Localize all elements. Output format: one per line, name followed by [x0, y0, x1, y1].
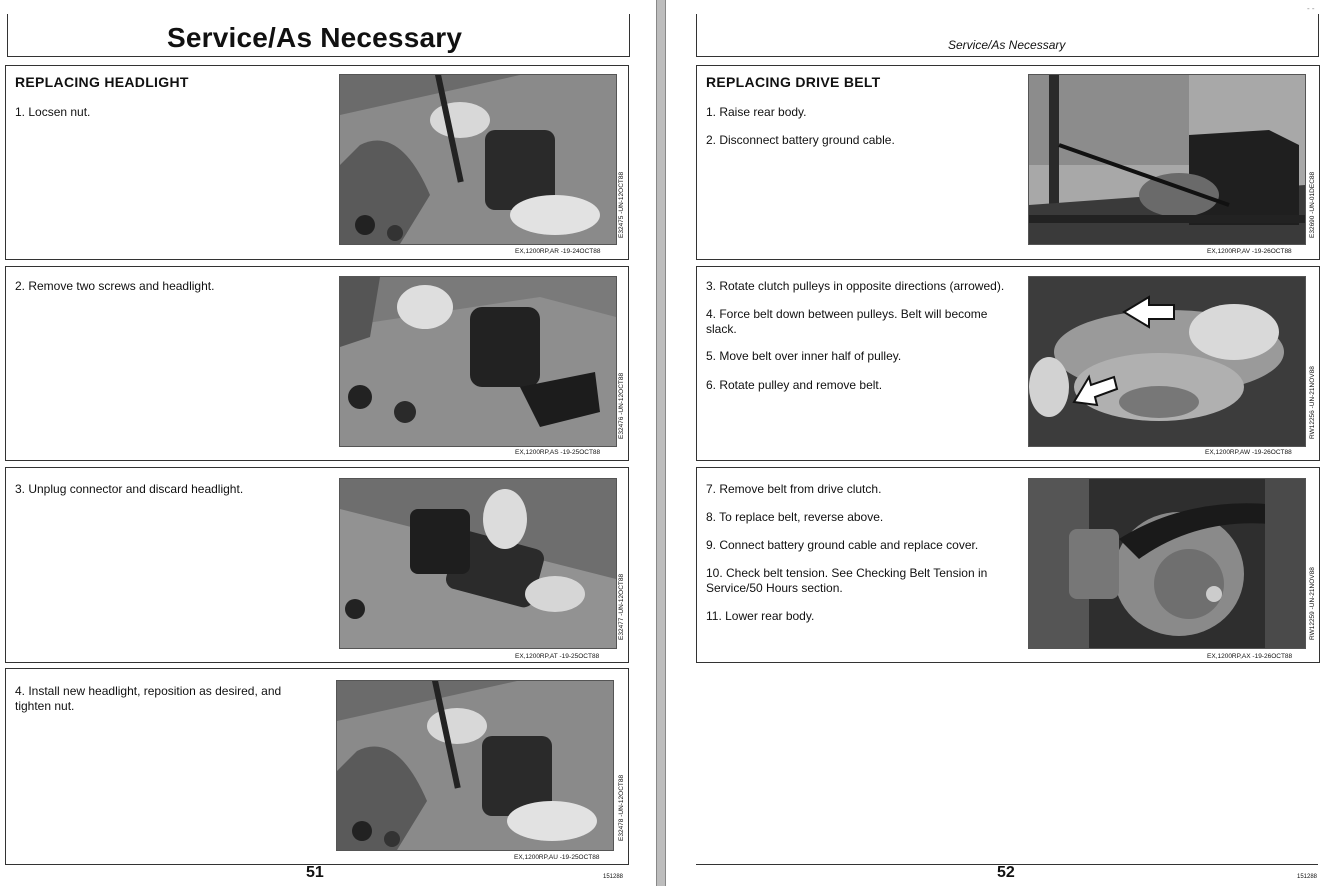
page-number: 52: [997, 864, 1015, 881]
photo-code: E32476 -UN-12OCT88: [618, 372, 625, 439]
page-number: 51: [306, 864, 324, 881]
photo-caption: EX,1200RP,AS -19-25OCT88: [515, 449, 601, 456]
corner-mark: - -: [1307, 4, 1315, 13]
step-text: 9. Connect battery ground cable and replace cover.: [706, 538, 979, 552]
step-text: 2. Remove two screws and headlight.: [15, 279, 215, 293]
step-text: 2. Disconnect battery ground cable.: [706, 133, 895, 147]
right-panel-3: [696, 467, 1320, 663]
left-page-title: Service/As Necessary: [167, 22, 463, 53]
step-text: 10. Check belt tension. See Checking Belt Tension in Service/50 Hours section.: [706, 566, 988, 595]
clutch-pulley-arrows-photo-icon: [1028, 276, 1306, 447]
photo-caption: EX,1200RP,AR -19-24OCT88: [515, 248, 601, 255]
headlight-screws-photo-icon: [339, 276, 617, 447]
photo-caption: EX,1200RP,AW -19-26OCT88: [1205, 449, 1292, 456]
step-text: 8. To replace belt, reverse above.: [706, 510, 884, 524]
right-page-title: Service/As Necessary: [948, 38, 1066, 52]
rear-body-raised-photo-icon: [1028, 74, 1306, 245]
headlight-install-photo-icon: [336, 680, 614, 851]
step-text: 4. Force belt down between pulleys. Belt will become slack.: [706, 307, 988, 336]
photo-caption: EX,1200RP,AU -19-25OCT88: [514, 854, 600, 861]
step-text: 3. Rotate clutch pulleys in opposite directions (arrowed).: [706, 279, 1005, 293]
step-text: 1. Raise rear body.: [706, 105, 807, 119]
photo-code: E32477 -UN-12OCT88: [618, 573, 625, 640]
drive-clutch-belt-photo-icon: [1028, 478, 1306, 649]
step-text: 3. Unplug connector and discard headlight.: [15, 482, 244, 496]
section-title-replacing-drive-belt: REPLACING DRIVE BELT: [706, 74, 881, 90]
section-title-replacing-headlight: REPLACING HEADLIGHT: [15, 74, 189, 90]
left-panel-1: [5, 65, 629, 260]
step-text: 4. Install new headlight, reposition as desired, and tighten nut.: [15, 684, 282, 713]
step-text: 5. Move belt over inner half of pulley.: [706, 349, 902, 363]
step-text: 7. Remove belt from drive clutch.: [706, 482, 882, 496]
photo-code: RW12259 -UN-21NOV88: [1309, 567, 1316, 640]
step-text: 11. Lower rear body.: [706, 609, 815, 623]
headlight-nut-photo-icon: [339, 74, 617, 245]
photo-code: E32475 -UN-12OCT88: [618, 171, 625, 238]
footer-code: 151288: [1297, 874, 1318, 880]
step-text: 1. Locsen nut.: [15, 105, 91, 119]
photo-caption: EX,1200RP,AV -19-26OCT88: [1207, 248, 1292, 255]
photo-code: E32690 -UN-01DEC88: [1309, 171, 1316, 238]
step-text: 6. Rotate pulley and remove belt.: [706, 378, 883, 392]
right-page: [664, 0, 1337, 886]
right-panel-2: [696, 266, 1320, 461]
footer-code: 151288: [603, 874, 624, 880]
photo-code: RW12256 -UN-21NOV88: [1309, 366, 1316, 439]
left-page: [0, 0, 656, 886]
photo-caption: EX,1200RP,AT -19-25OCT88: [515, 653, 600, 660]
left-panel-2: [5, 266, 629, 461]
left-panel-4: [5, 668, 629, 865]
headlight-connector-photo-icon: [339, 478, 617, 649]
left-panel-3: [5, 467, 629, 663]
photo-code: E32478 -UN-12OCT88: [618, 774, 625, 841]
photo-caption: EX,1200RP,AX -19-26OCT88: [1207, 653, 1293, 660]
right-panel-1: [696, 65, 1320, 260]
